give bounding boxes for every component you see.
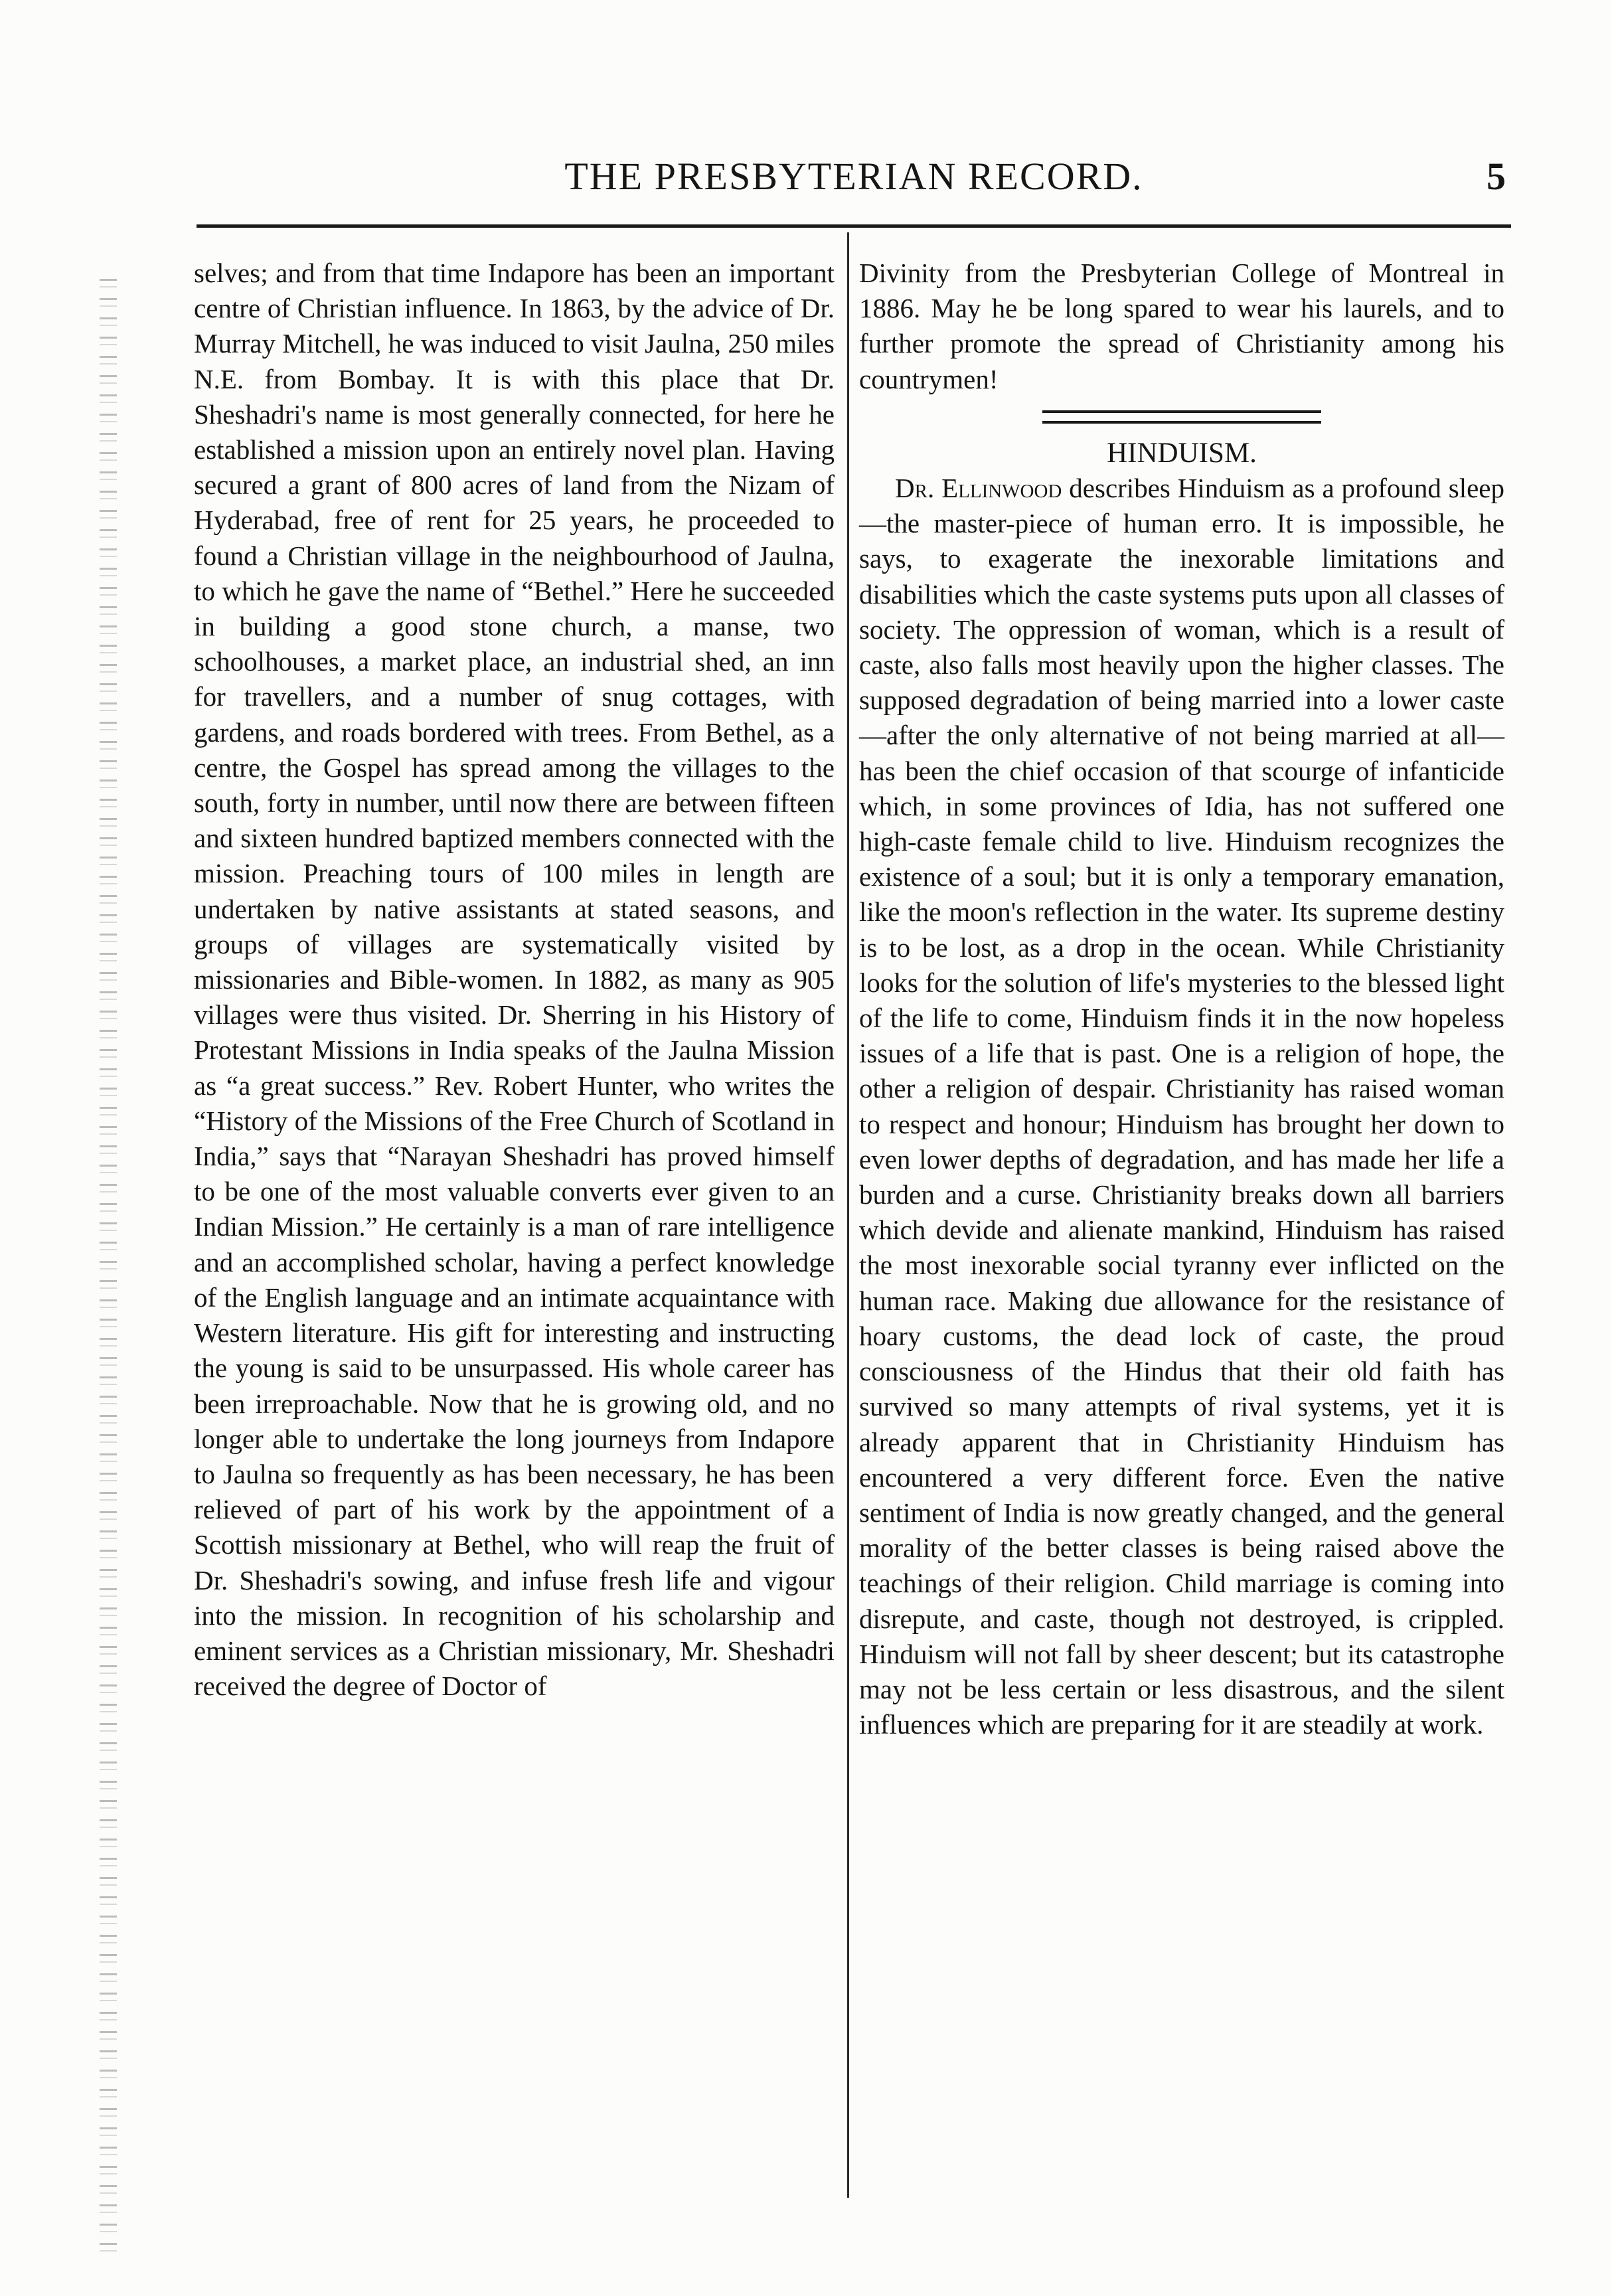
article-lead: Dr. Ellinwood <box>895 473 1062 504</box>
column-divider <box>847 232 849 2198</box>
page-number: 5 <box>1487 155 1506 198</box>
running-title: THE PRESBYTERIAN RECORD. <box>564 155 1143 198</box>
scan-edge-artifact <box>100 279 117 2257</box>
article-body: describes Hinduism as a profound sleep—the master-piece of human erro. It is impossible, he says, to exagerate the inexorable limitations and disabilities which the caste systems puts upon all classes of society. The oppression of woman, which is a result of caste, also falls most heavily upon the higher classes. The supposed degradation of being married into a lower caste—after the only alternative of not being married at all—has been the chief occasion of that scourge of infanticide which, in some provinces of Idia, has not suffered one high-caste female child to live. Hinduism recognizes the existence of a soul; but it is only a temporary emanation, like the moon's reflection in the water. Its supreme destiny is to be lost, as a drop in the ocean. While Christianity looks for the solution of life's mysteries to the blessed light of the life to come, Hinduism finds it in the now hopeless issues of a life that is past. One is a religion of hope, the other a religion of despair. Christianity has raised woman to respect and honour; Hinduism has brought her down to even lower depths of degradation, and has made her life a burden and a curse. Christianity breaks down all barriers which devide and alienate mankind, Hinduism has raised the most inexorable social tyranny ever inflicted on the human race. Making due allowance for the resistance of hoary customs, the dead lock of caste, the proud consciousness of the Hindus that their old faith has survived so many attempts of rival systems, yet it is already apparent that in Christianity Hinduism has encountered a very different force. Even the native sentiment of India is now greatly changed, and the general morality of the better classes is being raised above the teachings of their religion. Child marriage is coming into disrepute, and caste, though not destroyed, is crippled. Hinduism will not fall by sheer descent; but its catastrophe may not be less certain or less disastrous, and the silent influences which are preparing for it are steadily at work. <box>859 473 1505 1740</box>
continuation-paragraph: Divinity from the Presbyterian College of Montreal in 1886. May he be long spared to wear his laurels, and to further promote the spread of Christianity among his countrymen! <box>859 258 1504 394</box>
section-divider <box>1042 410 1321 424</box>
right-column <box>859 256 1504 1742</box>
section-title: HINDUISM. <box>1107 437 1257 469</box>
left-column <box>194 256 835 1704</box>
article-paragraph <box>859 471 1504 1742</box>
page-header <box>197 154 1511 201</box>
left-column-paragraph: selves; and from that time Indapore has been an important centre of Christian influence. In 1863, by the advice of Dr. Murray Mitchell, he was induced to visit Jaulna, 250 miles N.E. from Bombay. It is with this place that Dr. Sheshadri's name is most generally connected, for here he established a mission upon an entirely novel plan. Having secured a grant of 800 acres of land from the Nizam of Hyderabad, free of rent for 25 years, he proceeded to found a Christian village in the neighbourhood of Jaulna, to which he gave the name of “Bethel.” Here he succeeded in building a good stone church, a manse, two schoolhouses, a market place, an industrial shed, an inn for travellers, and a number of snug cottages, with gardens, and roads bordered with trees. From Bethel, as a centre, the Gospel has spread among the villages to the south, forty in number, until now there are between fifteen and sixteen hundred baptized members connected with the mission. Preaching tours of 100 miles in length are undertaken by native assistants at stated seasons, and groups of villages are systematically visited by missionaries and Bible-women. In 1882, as many as 905 villages were thus visited. Dr. Sherring in his History of Protestant Missions in India speaks of the Jaulna Mission as “a great success.” Rev. Robert Hunter, who writes the “History of the Missions of the Free Church of Scotland in India,” says that “Narayan Sheshadri has proved himself to be one of the most valuable converts ever given to an Indian Mission.” He certainly is a man of rare intelligence and an accomplished scholar, having a perfect knowledge of the English language and an intimate acquaintance with Western literature. His gift for interesting and instructing the young is said to be unsurpassed. His whole career has been irreproachable. Now that he is growing old, and no longer able to undertake the long journeys from Indapore to Jaulna so frequently as has been necessary, he has been relieved of part of his work by the appointment of a Scottish missionary at Bethel, who will reap the fruit of Dr. Sheshadri's sowing, and infuse fresh life and vigour into the mission. In recognition of his scholarship and eminent services as a Christian missionary, Mr. Sheshadri received the degree of Doctor of <box>194 258 835 1702</box>
header-rule <box>197 224 1511 228</box>
